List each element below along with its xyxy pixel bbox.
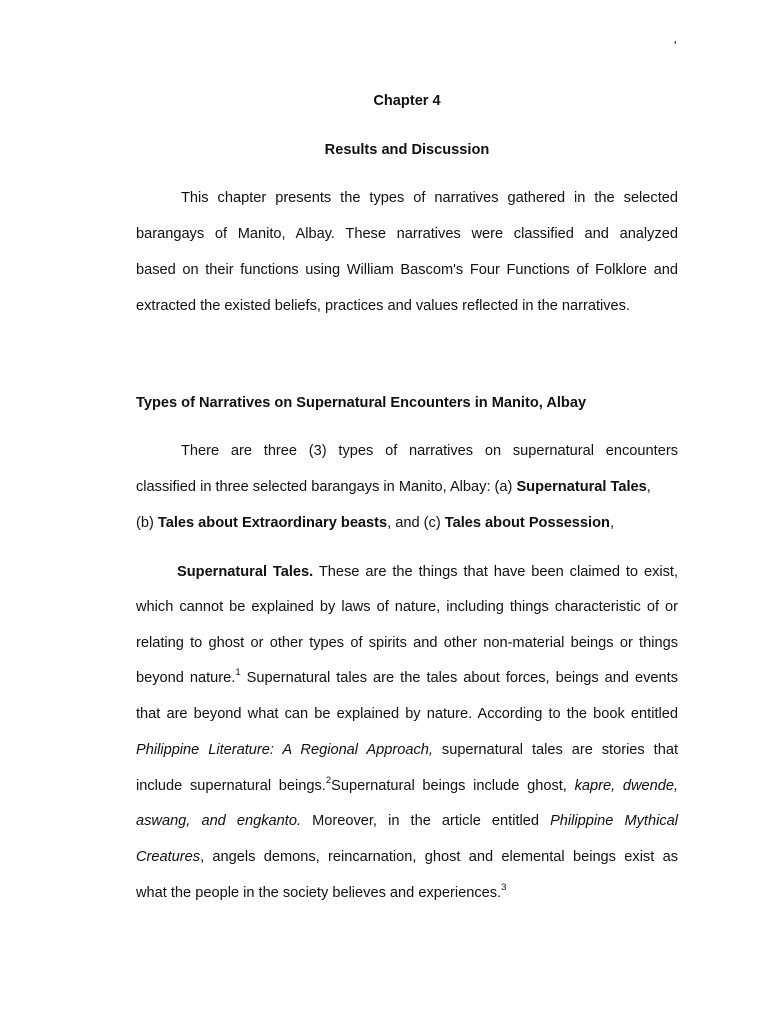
supernatural-line-7-b: Supernatural beings include ghost, [331,778,575,794]
article-title-part-2: Creatures [136,849,201,865]
supernatural-line-8 [136,811,678,831]
supernatural-tales-heading: Supernatural Tales. [177,564,314,580]
supernatural-line-6 [136,740,678,760]
types-line-2-comma: , [646,479,651,495]
supernatural-line-3: relating to ghost or other types of spirits and other non-material beings or things [136,635,678,651]
supernatural-line-5: that are beyond what can be explained by nature. According to the book entitled [136,706,678,722]
page-mark: ' [674,38,677,53]
intro-line-4: extracted the existed beliefs, practices and values reflected in the narratives. [136,298,631,314]
supernatural-line-7 [136,776,678,796]
supernatural-line-10 [136,883,678,903]
types-line-3 [136,513,678,533]
types-line-3-comma: , [609,515,614,531]
supernatural-line-4-a: beyond nature. [136,670,236,686]
footnote-ref-2: 2 [325,775,332,787]
subheading: Types of Narratives on Supernatural Encounters in Manito, Albay [136,395,587,411]
supernatural-line-9-b: , angels demons, reincarnation, ghost and elemental beings exist as [200,849,678,865]
possession-term: Tales about Possession [444,515,610,531]
supernatural-line-8-b: Moreover, in the article entitled [301,813,551,829]
supernatural-tales-term: Supernatural Tales [516,479,647,495]
footnote-ref-1: 1 [235,667,241,679]
extraordinary-beasts-term: Tales about Extraordinary beasts [157,515,388,531]
types-line-2 [136,477,678,497]
supernatural-line-10-a: what the people in the society believes and experiences. [136,885,502,901]
supernatural-line-7-a: include supernatural beings. [136,778,326,794]
supernatural-line-6-b: supernatural tales are stories that [432,742,678,758]
section-title: Results and Discussion [324,142,490,158]
supernatural-line-1 [177,562,678,582]
beings-list-1: kapre, dwende, [574,778,679,794]
types-line-3-c: , and (c) [387,515,445,531]
chapter-title: Chapter 4 [373,93,441,109]
types-line-2-text: classified in three selected barangays in Manito, Albay: (a) [136,479,517,495]
supernatural-line-4 [136,668,678,688]
intro-line-3: based on their functions using William Bascom's Four Functions of Folklore and [136,262,678,278]
intro-line-2: barangays of Manito, Albay. These narratives were classified and analyzed [136,226,678,242]
supernatural-line-4-b: Supernatural tales are the tales about forces, beings and events [240,670,678,686]
types-line-1: There are three (3) types of narratives on supernatural encounters [181,443,678,459]
book-title: Philippine Literature: A Regional Approach, [136,742,433,758]
supernatural-line-9 [136,847,678,867]
supernatural-line-1-text: These are the things that have been claimed to exist, [313,564,679,580]
intro-line-1: This chapter presents the types of narratives gathered in the selected [181,190,678,206]
beings-list-2: aswang, and engkanto. [136,813,301,829]
types-line-3-b: (b) [136,515,158,531]
footnote-ref-3: 3 [501,882,507,894]
article-title-part-1: Philippine Mythical [550,813,678,829]
supernatural-line-2: which cannot be explained by laws of nature, including things characteristic of or [136,599,678,615]
